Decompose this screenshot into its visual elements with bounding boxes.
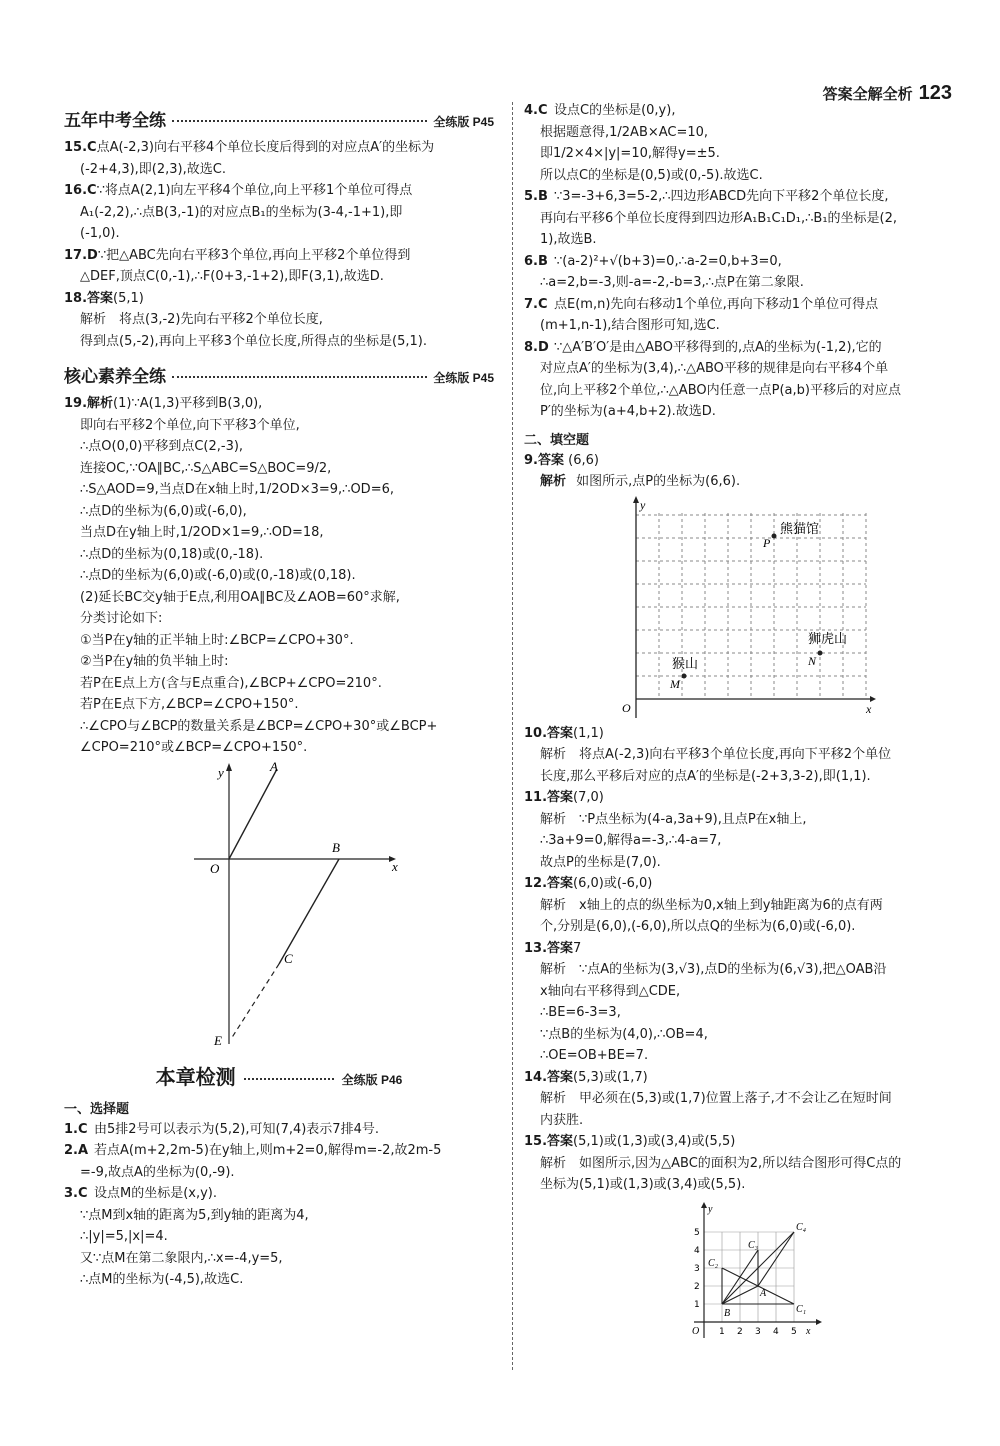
- fill-answers: [524, 723, 964, 1196]
- answer-line: [524, 809, 964, 831]
- label-o: O: [622, 700, 631, 715]
- answer-text: ∴S△AOD=9,当点D在x轴上时,1/2OD×3=9,∴OD=6,: [80, 482, 394, 497]
- answer-text: 点E(m,n)先向右移动1个单位,再向下移动1个单位可得点: [554, 296, 879, 312]
- answer-text: ∴|y|=5,|x|=4.: [80, 1229, 168, 1244]
- answer-line: [524, 787, 964, 809]
- answer-line: [64, 694, 494, 716]
- answer-text: (m+1,n-1),结合图形可知,选C.: [540, 318, 720, 333]
- question-number: 16.C: [64, 183, 97, 198]
- label-a: A: [270, 758, 278, 774]
- y-tick-4: 4: [694, 1245, 700, 1256]
- answer-text: 解析 甲必须在(5,3)或(1,7)位置上落子,才不会让乙在短时间: [540, 1091, 892, 1106]
- answer-line: [64, 1162, 494, 1184]
- answer-line: [64, 737, 494, 759]
- answer-text: ∴点D的坐标为(6,0)或(-6,0),: [80, 503, 247, 519]
- grid-lines: [636, 513, 866, 699]
- answer-text: ∠CPO=210°或∠BCP=∠CPO+150°.: [80, 740, 308, 755]
- answer-text: ②当P在y轴的负半轴上时:: [80, 654, 229, 669]
- point-n: [818, 650, 823, 655]
- x-axis-arrow: [816, 1319, 822, 1325]
- answer-value: (6,6): [568, 452, 599, 468]
- answer-line: [64, 716, 494, 738]
- answer-line: [524, 744, 964, 766]
- question-number: 13.答案: [524, 940, 574, 956]
- question-number: 10.答案: [524, 725, 574, 741]
- answer-line: [64, 651, 494, 673]
- analysis-text: 如图所示,点P的坐标为(6,6).: [576, 474, 741, 489]
- answer-line: [524, 401, 964, 423]
- answer-line: [524, 337, 964, 359]
- answer-text: 7: [573, 940, 582, 956]
- part-title: 二、填空题: [524, 432, 590, 448]
- answer-line: [524, 186, 964, 208]
- section-title: 五年中考全练: [64, 111, 166, 131]
- label-x: x: [866, 701, 872, 716]
- section-title: 核心素养全练: [64, 367, 166, 387]
- section-header-five-year: [64, 106, 494, 131]
- answer-text: 根据题意得,1/2AB×AC=10,: [540, 124, 709, 140]
- answer-line: [64, 630, 494, 652]
- label-c4: C₄: [796, 1221, 807, 1233]
- answer-text: 若P在E点上方(含与E点重合),∠BCP+∠CPO=210°.: [80, 675, 382, 691]
- answer-text: (6,0)或(-6,0): [573, 876, 653, 891]
- answer-line: [64, 1248, 494, 1270]
- y-tick-2: 2: [694, 1281, 700, 1292]
- answer-text: 即1/2×4×|y|=10,解得y=±5.: [540, 146, 720, 161]
- label-c: C: [284, 950, 293, 966]
- answer-line: [524, 165, 964, 187]
- question-number: 5.B: [524, 189, 548, 204]
- answer-line: [64, 1119, 494, 1141]
- y-tick-5: 5: [694, 1227, 700, 1238]
- point-p: [772, 533, 777, 538]
- core-answers: [64, 393, 494, 759]
- answer-line: [524, 358, 964, 380]
- answer-line: [64, 1205, 494, 1227]
- answer-text: A₁(-2,2),∴点B(3,-1)的对应点B₁的坐标为(3-4,-1+1),即: [80, 204, 403, 220]
- page-number: 123: [918, 82, 952, 104]
- answer-text: P′的坐标为(a+4,b+2).故选D.: [540, 404, 716, 419]
- label-c3: C₃: [748, 1239, 759, 1251]
- label-panda-hall: 熊猫馆: [780, 521, 820, 537]
- answer-text: ①当P在y轴的正半轴上时:∠BCP=∠CPO+30°.: [80, 632, 354, 648]
- answer-text: 故点P的坐标是(7,0).: [540, 854, 661, 870]
- dotted-leader: [244, 1078, 334, 1080]
- label-m: M: [670, 676, 680, 691]
- answer-text: ∵(a-2)²+√(b+3)=0,∴a-2=0,b+3=0,: [554, 253, 782, 269]
- answer-line: [64, 159, 494, 181]
- label-e: E: [214, 1032, 222, 1048]
- question-number: 6.B: [524, 253, 548, 269]
- answer-text: (-1,0).: [80, 226, 120, 241]
- answer-line: [64, 544, 494, 566]
- label-p: P: [763, 535, 771, 550]
- question-number: 17.D: [64, 247, 98, 263]
- answer-line: [64, 223, 494, 245]
- answer-line: [64, 415, 494, 437]
- x-tick-5: 5: [791, 1326, 797, 1337]
- label-monkey-hill: 猴山: [672, 656, 699, 672]
- answer-text: ∴3a+9=0,解得a=-3,∴4-a=7,: [540, 833, 722, 848]
- y-tick-1: 1: [694, 1299, 700, 1310]
- question-number: 2.A: [64, 1143, 89, 1158]
- answer-line: [524, 315, 964, 337]
- segment-ce: [231, 964, 279, 1039]
- x-tick-1: 1: [719, 1326, 725, 1337]
- answer-line: [64, 673, 494, 695]
- answer-line: [524, 1088, 964, 1110]
- right-column: [524, 100, 964, 1340]
- label-x: x: [392, 858, 398, 874]
- answer-line: [524, 100, 964, 122]
- answer-text: ∵将点A(2,1)向左平移4个单位,向上平移1个单位可得点: [96, 183, 413, 198]
- answer-text: 若P在E点下方,∠BCP=∠CPO+150°.: [80, 697, 299, 712]
- answer-text: ∴点D的坐标为(0,18)或(0,-18).: [80, 546, 264, 562]
- answer-text: 得到点(5,-2),再向上平移3个单位长度,所得点的坐标是(5,1).: [80, 333, 427, 349]
- label-y: y: [640, 497, 646, 512]
- question-number: 4.C: [524, 103, 548, 118]
- answer-text: =-9,故点A的坐标为(0,-9).: [80, 1164, 235, 1180]
- answer-line: [64, 1183, 494, 1205]
- answer-line: [524, 1153, 964, 1175]
- answer-text: 坐标为(5,1)或(1,3)或(3,4)或(5,5).: [540, 1177, 746, 1192]
- label-y: y: [218, 764, 224, 780]
- answer-text: 分类讨论如下:: [80, 611, 163, 626]
- figure-15: [684, 1200, 824, 1340]
- choice-answers: [64, 1119, 494, 1291]
- left-column: [64, 100, 494, 1291]
- answer-text: ∵点B的坐标为(4,0),∴OB=4,: [540, 1026, 708, 1042]
- answer-line: [64, 137, 494, 159]
- answer-text: 又∵点M在第二象限内,∴x=-4,y=5,: [80, 1250, 283, 1266]
- answer-text: 位,向上平移2个单位,∴△ABO内任意一点P(a,b)平移后的对应点: [540, 382, 901, 398]
- answer-text: ∴点D的坐标为(6,0)或(-6,0)或(0,-18)或(0,18).: [80, 568, 356, 583]
- answer-line: [64, 202, 494, 224]
- section-header-core: [64, 362, 494, 387]
- answer-text: ∵把△ABC先向右平移3个单位,再向上平移2个单位得到: [97, 247, 411, 263]
- answer-line: [524, 251, 964, 273]
- answer-text: 1),故选B.: [540, 232, 597, 247]
- figure-9-grid: [608, 493, 878, 723]
- question-number: 15.C: [64, 140, 97, 155]
- label-c2: C₂: [708, 1257, 719, 1269]
- answer-line: [64, 331, 494, 353]
- chapter-ref: 全练版 P46: [341, 1072, 403, 1087]
- answer-line: [64, 522, 494, 544]
- answer-line: [524, 294, 964, 316]
- answer-line: [524, 380, 964, 402]
- answer-line: [524, 938, 964, 960]
- answer-text: ∵3=-3+6,3=5-2,∴四边形ABCD先向下平移2个单位长度,: [554, 189, 889, 204]
- answer-text: 再向右平移6个单位长度得到四边形A₁B₁C₁D₁,∴B₁的坐标是(2,: [540, 210, 898, 226]
- answer-text: (7,0): [573, 790, 604, 805]
- answer-line: [64, 393, 494, 415]
- answer-text: (-2+4,3),即(2,3),故选C.: [80, 161, 226, 177]
- answer-line: [524, 830, 964, 852]
- answer-text: 即向右平移2个单位,向下平移3个单位,: [80, 417, 300, 433]
- answer-line: [524, 916, 964, 938]
- label-n: N: [808, 653, 817, 668]
- answer-text: 解析 ∵P点坐标为(4-a,3a+9),且点P在x轴上,: [540, 811, 807, 827]
- answer-text: 解析 ∵点A的坐标为(3,√3),点D的坐标为(6,√3),把△OAB沿: [540, 962, 887, 977]
- answer-text: 解析 将点A(-2,3)向右平移3个单位长度,再向下平移2个单位: [540, 747, 892, 762]
- answer-text: (5,3)或(1,7): [573, 1069, 648, 1085]
- question-number: 1.C: [64, 1121, 88, 1137]
- answer-text: 解析 将点(3,-2)先向右平移2个单位长度,: [80, 312, 323, 327]
- question-number: 8.D: [524, 339, 549, 355]
- answer-text: 连接OC,∵OA∥BC,∴S△ABC=S△BOC=9/2,: [80, 460, 332, 476]
- answer-line: [64, 436, 494, 458]
- answer-text: △DEF,顶点C(0,-1),∴F(0+3,-1+2),即F(3,1),故选D.: [80, 269, 384, 284]
- answer-text: 点A(-2,3)向右平移4个单位长度后得到的对应点A′的坐标为: [96, 140, 435, 155]
- answer-text: (5,1)或(1,3)或(3,4)或(5,5): [573, 1134, 736, 1149]
- answer-text: ∵点M到x轴的距离为5,到y轴的距离为4,: [80, 1207, 309, 1223]
- y-axis-arrow: [226, 763, 232, 771]
- answer-line: [64, 309, 494, 331]
- segment-oa: [229, 769, 277, 859]
- section-ref: 全练版 P45: [433, 371, 494, 385]
- answer-line: [64, 266, 494, 288]
- answer-text: 设点M的坐标是(x,y).: [94, 1186, 218, 1201]
- answer-line: [64, 245, 494, 267]
- answer-text: 内获胜.: [540, 1112, 584, 1128]
- answer-line: [64, 501, 494, 523]
- question-number: 9.答案: [524, 452, 564, 468]
- analysis-9: [524, 471, 964, 493]
- label-o: O: [210, 860, 220, 876]
- chapter-title: 本章检测: [155, 1064, 236, 1089]
- label-b: B: [332, 839, 340, 855]
- answer-text: ∴OE=OB+BE=7.: [540, 1048, 649, 1063]
- answer-line: [64, 565, 494, 587]
- answer-text: ∴点M的坐标为(-4,5),故选C.: [80, 1272, 244, 1287]
- answer-line: [524, 723, 964, 745]
- answer-line: [64, 1140, 494, 1162]
- answer-line: [64, 288, 494, 310]
- answer-line: [524, 1174, 964, 1196]
- answer-text: (2)延长BC交y轴于E点,利用OA∥BC及∠AOB=60°求解,: [80, 589, 400, 605]
- answer-line: [524, 852, 964, 874]
- answer-line: [524, 766, 964, 788]
- choice-answers-continued: [524, 100, 964, 423]
- answer-line: [524, 1002, 964, 1024]
- header-section-title: 答案全解全析: [822, 85, 913, 103]
- answer-text: (1,1): [573, 725, 604, 741]
- answer-line: [524, 229, 964, 251]
- answer-text: 解析 如图所示,因为△ABC的面积为2,所以结合图形可得C点的: [540, 1155, 902, 1171]
- answer-line: [64, 180, 494, 202]
- x-tick-3: 3: [755, 1326, 761, 1337]
- answer-line: [524, 208, 964, 230]
- answer-line: [524, 959, 964, 981]
- answer-line: [524, 1067, 964, 1089]
- answer-line: [524, 873, 964, 895]
- answer-text: 所以点C的坐标是(0,5)或(0,-5).故选C.: [540, 167, 763, 183]
- y-axis-arrow: [701, 1202, 707, 1208]
- answer-text: ∴∠CPO与∠BCP的数量关系是∠BCP=∠CPO+30°或∠BCP+: [80, 718, 438, 734]
- answer-text: 由5排2号可以表示为(5,2),可知(7,4)表示7排4号.: [94, 1121, 379, 1137]
- answer-text: (1)∵A(1,3)平移到B(3,0),: [113, 396, 263, 411]
- answer-line: [524, 272, 964, 294]
- analysis-keyword: 解析: [540, 474, 567, 489]
- label-o: O: [692, 1325, 700, 1337]
- answer-text: 若点A(m+2,2m-5)在y轴上,则m+2=0,解得m=-2,故2m-5: [94, 1143, 442, 1158]
- label-x: x: [806, 1325, 811, 1337]
- column-divider: [512, 102, 513, 1370]
- label-y: y: [708, 1203, 713, 1215]
- segment-bc: [279, 859, 339, 964]
- point-m: [682, 673, 687, 678]
- answer-line: [64, 479, 494, 501]
- label-c1: C₁: [796, 1303, 807, 1315]
- answer-line: [524, 1110, 964, 1132]
- answer-text: ∵△A′B′O′是由△ABO平移得到的,点A的坐标为(-1,2),它的: [554, 339, 882, 355]
- answer-line: [64, 1226, 494, 1248]
- question-number: 7.C: [524, 296, 548, 312]
- answer-line: [64, 458, 494, 480]
- answer-line: [524, 143, 964, 165]
- answer-text: 个,分别是(6,0),(-6,0),所以点Q的坐标为(6,0)或(-6,0).: [540, 919, 856, 934]
- five-year-answers: [64, 137, 494, 352]
- answer-line: [64, 1269, 494, 1291]
- dotted-leader: [172, 376, 427, 378]
- part-title: 一、选择题: [64, 1101, 130, 1117]
- answer-line: [524, 1024, 964, 1046]
- answer-text: 解析 x轴上的点的纵坐标为0,x轴上到y轴距离为6的点有两: [540, 897, 883, 913]
- answer-line: [64, 608, 494, 630]
- chapter-test-header: [64, 1061, 494, 1090]
- label-lion-tiger-hill: 狮虎山: [808, 631, 848, 647]
- answer-text: 对应点A′的坐标为(3,4),∴△ABO平移的规律是向右平移4个单: [540, 361, 889, 376]
- label-a: A: [760, 1287, 767, 1299]
- figure-19: [174, 759, 434, 1049]
- question-number: 3.C: [64, 1186, 88, 1201]
- x-tick-2: 2: [737, 1326, 743, 1337]
- answer-9: [524, 450, 964, 472]
- answer-text: 当点D在y轴上时,1/2OD×1=9,∴OD=18,: [80, 525, 324, 540]
- question-number: 18.答案: [64, 290, 114, 306]
- answer-text: ∴点O(0,0)平移到点C(2,-3),: [80, 439, 244, 454]
- question-number: 15.答案: [524, 1134, 574, 1149]
- question-number: 12.答案: [524, 876, 574, 891]
- answer-line: [524, 122, 964, 144]
- section-ref: 全练版 P45: [433, 115, 494, 129]
- answer-text: 长度,那么平移后对应的点A′的坐标是(-2+3,3-2),即(1,1).: [540, 768, 871, 784]
- answer-line: [524, 1131, 964, 1153]
- y-axis-arrow: [633, 496, 639, 503]
- question-number: 11.答案: [524, 790, 574, 805]
- answer-line: [524, 981, 964, 1003]
- answer-line: [64, 587, 494, 609]
- answer-line: [524, 895, 964, 917]
- x-tick-4: 4: [773, 1326, 779, 1337]
- question-number: 19.解析: [64, 396, 114, 411]
- y-tick-3: 3: [694, 1263, 700, 1274]
- answer-text: x轴向右平移得到△CDE,: [540, 983, 681, 999]
- question-number: 14.答案: [524, 1069, 574, 1085]
- dotted-leader: [172, 120, 427, 122]
- answer-line: [524, 1045, 964, 1067]
- label-b: B: [724, 1307, 731, 1319]
- answer-text: (5,1): [113, 290, 144, 306]
- answer-text: ∴a=2,b=-3,则-a=-2,-b=3,∴点P在第二象限.: [540, 275, 804, 290]
- answer-text: 设点C的坐标是(0,y),: [554, 103, 676, 118]
- answer-text: ∴BE=6-3=3,: [540, 1005, 621, 1020]
